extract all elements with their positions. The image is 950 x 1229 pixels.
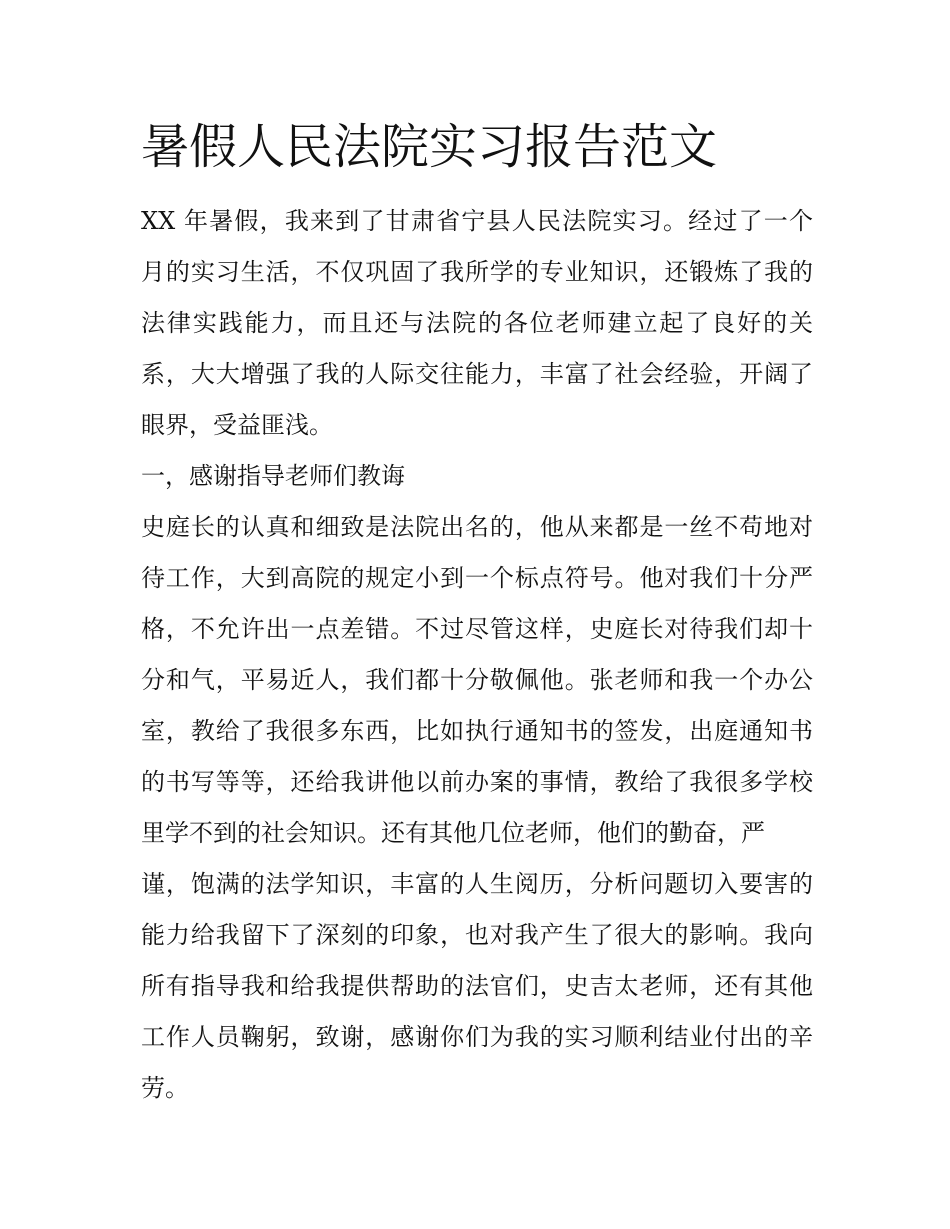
section-heading: 一，感谢指导老师们教诲 — [141, 462, 405, 490]
intro-paragraph — [141, 196, 813, 451]
intro-line: 眼界，受益匪浅。 — [141, 411, 333, 439]
body-line: 工作人员鞠躬，致谢，感谢你们为我的实习顺利结业付出的辛 — [141, 1023, 813, 1051]
intro-line: 法律实践能力，而且还与法院的各位老师建立起了良好的关 — [141, 309, 813, 337]
document-content — [141, 112, 813, 1114]
intro-line: 系，大大增强了我的人际交往能力，丰富了社会经验，开阔了 — [141, 360, 813, 388]
body-line: 分和气，平易近人，我们都十分敬佩他。张老师和我一个办公 — [141, 666, 813, 694]
body-line: 里学不到的社会知识。还有其他几位老师，他们的勤奋，严 — [141, 819, 765, 847]
body-line: 的书写等等，还给我讲他以前办案的事情，教给了我很多学校 — [141, 768, 813, 796]
intro-line: 月的实习生活，不仅巩固了我所学的专业知识，还锻炼了我的 — [141, 258, 813, 286]
body-line: 室，教给了我很多东西，比如执行通知书的签发，出庭通知书 — [141, 717, 813, 745]
body-line: 谨，饱满的法学知识，丰富的人生阅历，分析问题切入要害的 — [141, 870, 813, 898]
body-paragraph — [141, 502, 813, 1114]
body-line: 格，不允许出一点差错。不过尽管这样，史庭长对待我们却十 — [141, 615, 813, 643]
body-line: 史庭长的认真和细致是法院出名的，他从来都是一丝不苟地对 — [141, 513, 813, 541]
document-title: 暑假人民法院实习报告范文 — [141, 119, 718, 175]
body-line: 所有指导我和给我提供帮助的法官们，史吉太老师，还有其他 — [141, 972, 813, 1000]
body-line: 劳。 — [141, 1074, 189, 1102]
body-line: 待工作，大到高院的规定小到一个标点符号。他对我们十分严 — [141, 564, 813, 592]
body-line: 能力给我留下了深刻的印象，也对我产生了很大的影响。我向 — [141, 921, 813, 949]
intro-line: XX 年暑假，我来到了甘肃省宁县人民法院实习。经过了一个 — [141, 207, 813, 235]
